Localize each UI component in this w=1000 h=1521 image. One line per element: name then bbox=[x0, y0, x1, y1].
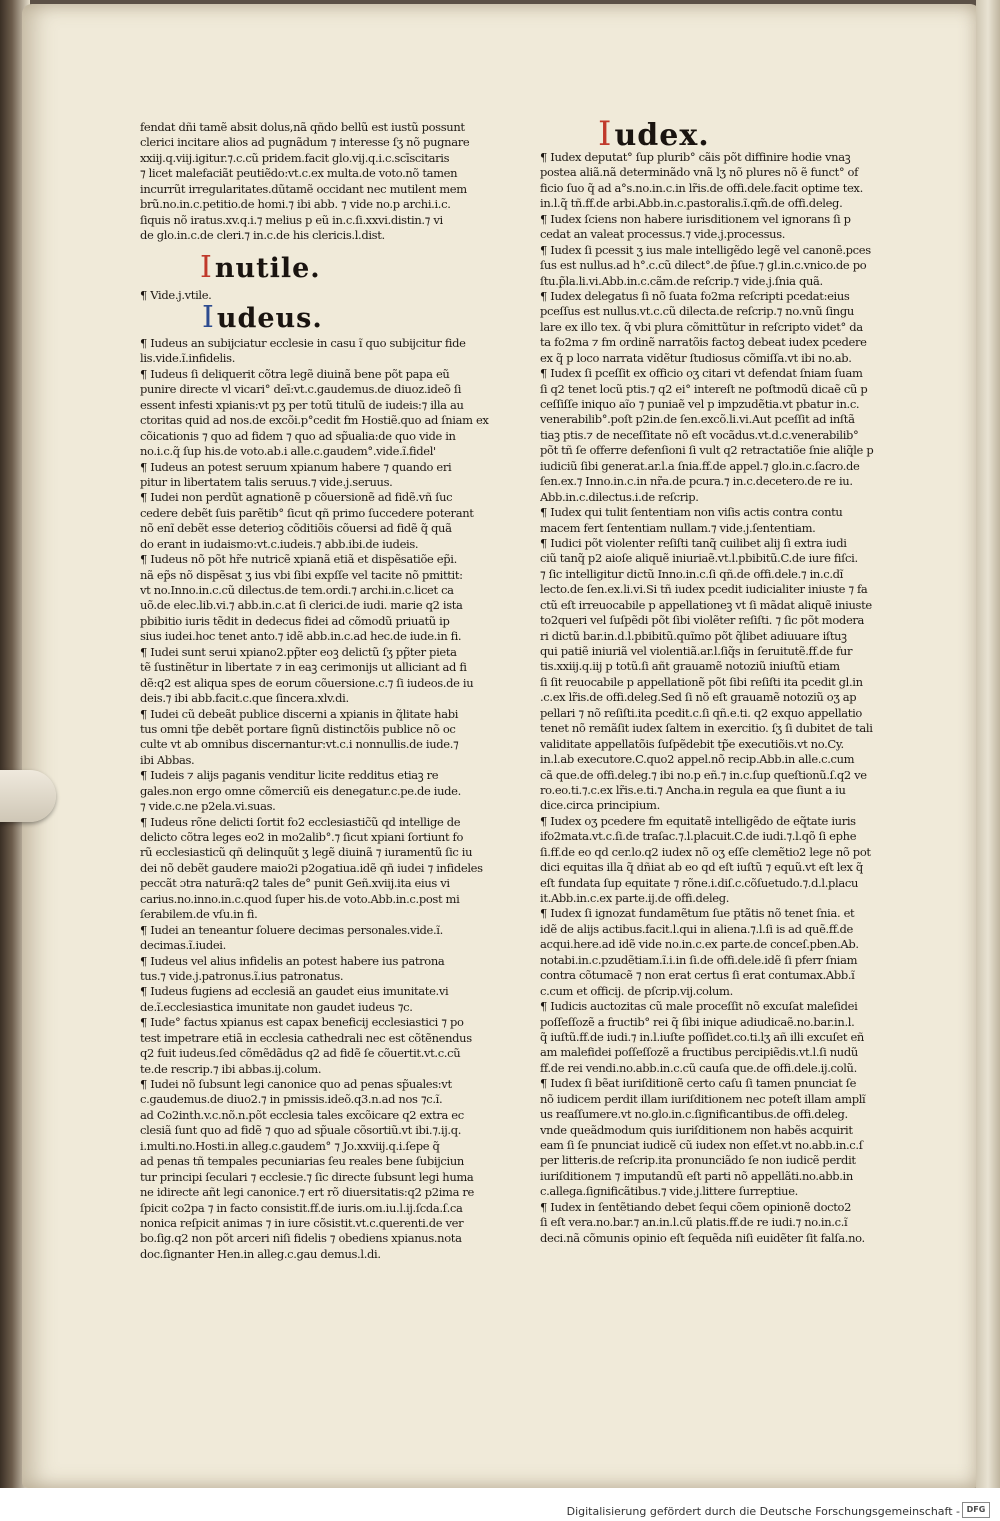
text-line: iudiciũ ſibi generat.ar.l.a ſnia.ff.de appel.⁊ glo.in.c.ſacro.de bbox=[540, 458, 860, 473]
text-line: nõ iudicem perdit illam iuriſditionem nec poteſt illam amplĩ bbox=[540, 1091, 866, 1106]
text-line: ſi eſt vera.no.bar.⁊ an.in.l.cũ platis.ff.de re iudi.⁊ no.in.c.ĩ bbox=[540, 1215, 848, 1230]
text-line: ¶ Iudicis auctozitas cũ male proceſſit nõ excuſat maleſidei bbox=[540, 999, 858, 1014]
text-line: qui patiẽ iniuriã vel violentiã.ar.l.ſiq̃s in ſeruitutẽ.ff.de fur bbox=[540, 644, 853, 658]
text-line: de.ĩ.ecclesiastica imunitate non gaudet iudeus ⁊c. bbox=[140, 999, 413, 1014]
text-line: ſi ſit reuocabile p appellationẽ põt ſibi reſiſti ita pcedit gl.in bbox=[540, 674, 863, 689]
text-line: eſt fundata ſup equitate ⁊ rõne.i.diſ.c.cõſuetudo.⁊.d.l.placu bbox=[540, 875, 859, 890]
text-line: ¶ Iudei cũ debeãt publice discerni a xpianis in q̃litate habi bbox=[140, 706, 459, 721]
cross-reference: ¶ Vide.j.vtile. bbox=[140, 288, 212, 302]
text-line: ctoritas quid ad nos.de excõi.p°cedit fm Hostiẽ.quo ad ſniam ex bbox=[140, 413, 489, 428]
text-line: ibi Abbas. bbox=[140, 752, 195, 767]
text-line: ſi q2 tenet locũ ptis.⁊ q2 ei° intereſt ne poſtmodũ dicaẽ cũ p bbox=[540, 381, 868, 396]
text-line: ro.eo.ti.⁊.c.ex lr̃is.e.ti.⁊ Ancha.in regula ea que ſiunt a iu bbox=[540, 782, 846, 797]
text-line: bo.ſig.q2 non põt arceri niſi fidelis ⁊ obediens xpianus.nota bbox=[140, 1231, 462, 1246]
page-tab-marker bbox=[0, 770, 56, 822]
page-edges-right bbox=[976, 0, 1000, 1488]
text-line: ⁊ ſic intelligitur dictũ Inno.in.c.ſi qñ.de offi.dele.⁊ in.c.dĩ bbox=[540, 566, 844, 581]
text-line: culte vt ab omnibus discernantur:vt.c.i nonnullis.de iude.⁊ bbox=[140, 737, 459, 752]
text-line: no.i.c.q̃ ſup his.de voto.ab.i alle.c.gaudem°.vide.ĩ.fidel' bbox=[140, 444, 436, 459]
text-line: c.cum et officij. de pſcrip.vij.colum. bbox=[540, 983, 733, 998]
text-line: cõicationis ⁊ quo ad fidem ⁊ quo ad sp̃ualia:de quo vide in bbox=[140, 428, 456, 443]
text-line: ¶ Iudei sunt serui xpiano2.pp̃ter eoꝫ delictũ ſʒ pp̃ter pieta bbox=[140, 644, 457, 659]
text-line: ¶ Iudei an teneantur ſoluere decimas personales.vide.ĩ. bbox=[140, 922, 443, 937]
text-line: ſerabilem.de vſu.in fi. bbox=[140, 907, 258, 922]
text-line: ſpicit co2pa ⁊ in facto consistit.ff.de iuris.om.iu.l.ij.ſcda.ſ.ca bbox=[140, 1200, 463, 1215]
text-line: fendat dñi tamẽ absit dolus,nã qñdo bellũ est iustũ possunt bbox=[140, 120, 465, 134]
text-line: ¶ Iudeus vel alius infidelis an potest habere ius patrona bbox=[140, 953, 445, 968]
text-line: ifo2mata.vt.c.ſi.de traſac.⁊.l.placuit.C.de iudi.⁊.l.qõ ſi ephe bbox=[540, 829, 857, 844]
text-line: ceſſiſſe iniquo aĩo ⁊ puniaẽ vel p impzudẽtia.vt pbatur in.c. bbox=[540, 397, 860, 411]
text-line: tus omni tp̃e debẽt portare ſignũ distinctõis publice nõ oc bbox=[140, 721, 456, 736]
text-line: test impetrare etiã in ecclesia cathedrali nec est cõtẽnendus bbox=[140, 1030, 472, 1045]
text-line: dice.circa principium. bbox=[540, 798, 660, 813]
text-line: ciũ tanq̃ p2 aioſe aliquẽ iniuriaẽ.vt.l.pbibitũ.C.de iure fiſci. bbox=[540, 551, 858, 566]
text-line: ſiquis nõ iratus.xv.q.i.⁊ melius p eũ in.c.ſi.xxvi.distin.⁊ vi bbox=[140, 212, 443, 227]
text-line: ¶ Iudeus ſi deliquerit cõtra legẽ diuinã bene põt papa eũ bbox=[140, 366, 450, 381]
text-line: incurrũt irregularitates.dũtamẽ occidant nec mutilent mem bbox=[140, 181, 467, 196]
text-line: peccãt ɔtra naturã:q2 tales de° punit Geñ.xviij.ita eius vi bbox=[140, 876, 450, 891]
text-line: pceſſus est nullus.vt.c.cũ dilecta.de reſcrip.⁊ no.vnũ ſingu bbox=[540, 304, 854, 319]
text-line: ¶ Iudeus nõ põt hr̃e nutricẽ xpianã etiã et dispẽsatiõe ep̃i. bbox=[140, 552, 457, 567]
text-line: ſus est nullus.ad h°.c.cũ dilect°.de p̃ſue.⁊ gl.in.c.vnico.de po bbox=[540, 258, 867, 273]
text-line: xxiij.q.viij.igitur.⁊.c.cũ pridem.facit glo.vij.q.i.c.scīscitaris bbox=[140, 150, 450, 165]
text-line: i.multi.no.Hosti.in alleg.c.gaudem° ⁊ Jo.xxviij.q.i.ſepe q̃ bbox=[140, 1138, 440, 1153]
text-line: deis.⁊ ibi abb.facit.c.que ſincera.xlv.di. bbox=[140, 691, 349, 706]
text-line: vt no.Inno.in.c.cũ dilectus.de tem.ordi.⁊ archi.in.c.licet ca bbox=[140, 583, 454, 597]
text-line: pitur in libertatem talis seruus.⁊ vide.j.seruus. bbox=[140, 474, 393, 489]
text-line: ¶ Iudex ſi pcessit ʒ ius male intelligẽdo legẽ vel canonẽ.pces bbox=[540, 242, 871, 257]
text-line: ¶ Iudeis ⁊ alijs paganis venditur licite redditus etiaꝫ re bbox=[140, 768, 439, 783]
text-line: essent infesti xpianis:vt pʒ per totũ titulũ de iudeis:⁊ illa au bbox=[140, 397, 464, 412]
text-line: ¶ Iudeus fugiens ad ecclesiã an gaudet eius imunitate.vi bbox=[140, 984, 449, 999]
text-line: ctũ eſt irreuocabile p appellationeꝫ vt ſi mãdat aliquẽ iniuste bbox=[540, 597, 872, 612]
text-line: brũ.no.in.c.petitio.de homi.⁊ ibi abb. ⁊ vide no.p archi.i.c. bbox=[140, 197, 451, 212]
text-line: decimas.ĩ.iudei. bbox=[140, 938, 226, 953]
text-line: ta fo2ma ⁊ fm ordinẽ narratõis factoꝫ debeat iudex pcedere bbox=[540, 335, 867, 350]
text-line: uõ.de elec.lib.vi.⁊ abb.in.c.at ſi clerici.de iudi. marie q2 ista bbox=[140, 598, 463, 613]
text-line: clesiã ſunt quo ad fidẽ ⁊ quo ad sp̃uale cõsortiũ.vt ibi.⁊.ij.q. bbox=[140, 1123, 462, 1138]
text-line: pbibitio iuris tẽdit in dedecus fidei ad cõmodũ priuatũ ip bbox=[140, 613, 450, 628]
text-line: acqui.here.ad idẽ vide no.in.c.ex parte.de conceſ.pben.Ab. bbox=[540, 937, 859, 952]
text-line: tenet nõ remãſit iudex ſaltem in exercitio. ſʒ ſi dubitet de tali bbox=[540, 721, 873, 736]
text-line: poſſeſſozẽ a fructib° rei q̃ ſibi inique adiudicaẽ.no.bar.in.l. bbox=[540, 1014, 855, 1029]
text-line: ¶ Iudex in ſentẽtiando debet ſequi cõem opinionẽ docto2 bbox=[540, 1199, 852, 1214]
text-line: to2queri vel ſuſpẽdi põt ſibi violẽter reſiſti. ⁊ ſic põt modera bbox=[540, 613, 865, 628]
text-line: ¶ Iudeus an potest seruum xpianum habere ⁊ quando eri bbox=[140, 459, 452, 474]
heading-initial: I bbox=[202, 300, 215, 335]
text-line: ¶ Iudeus an subijciatur ecclesie in casu ĩ quo subijcitur fide bbox=[140, 336, 466, 350]
text-line: cedere debẽt ſuis parẽtib° ſicut qñ primo ſuccedere poterant bbox=[140, 505, 474, 520]
text-line: ¶ Iudici põt violenter reſiſti tanq̃ cuilibet alij ſi extra iudi bbox=[540, 535, 847, 550]
text-line: am malefidei poſſeſſozẽ a fructibus percipiẽdis.vt.l.ſi nudũ bbox=[540, 1045, 858, 1060]
left-column-top bbox=[140, 120, 498, 244]
text-line: ¶ Iudex ſi pceſſit ex officio oʒ citari vt defendat ſniam ſuam bbox=[540, 366, 863, 381]
text-line: postea aliã.nã determinãdo vnã lʒ nõ plures nõ ẽ funct° of bbox=[540, 165, 859, 180]
text-line: tẽ ſustinẽtur in libertate ⁊ in eaꝫ cerimonijs ut alliciant ad fi bbox=[140, 660, 467, 675]
text-line: lecto.de ſen.ex.li.vi.Si tñ iudex pcedit iudicialiter iniuste ⁊ fa bbox=[540, 582, 868, 597]
text-line: notabi.in.c.pzudẽtiam.ĩ.i.in ſi.de offi.dele.idẽ ſi pferr ſniam bbox=[540, 952, 858, 967]
text-line: venerabilib°.poſt p2in.de ſen.excõ.li.vi.Aut pceſſit ad inſtã bbox=[540, 412, 855, 427]
text-line: de glo.in.c.de cleri.⁊ in.c.de his clericis.l.dist. bbox=[140, 228, 385, 243]
text-line: ¶ Iudex delegatus ſi nõ ſuata fo2ma reſcripti pcedat:eius bbox=[540, 288, 850, 303]
text-line: idẽ de alijs actibus.facit.l.qui in aliena.⁊.l.ſi is ad quẽ.ff.de bbox=[540, 921, 854, 936]
text-line: contra cõtumacẽ ⁊ non erat certus ſi erat contumax.Abb.ĩ bbox=[540, 968, 855, 983]
text-line: per litteris.de reſcrip.ita pronunciãdo ſe non iudicẽ perdit bbox=[540, 1153, 856, 1168]
text-line: tis.xxiij.q.iij p totũ.ſi añt grauamẽ notoziũ iniuſtũ etiam bbox=[540, 659, 840, 674]
text-line: põt tñ ſe offerre defenſioni ſi vult q2 retractatiõe ſnie aliq̃le p bbox=[540, 443, 874, 458]
text-line: in.l.ab executore.C.quo2 appel.nõ recip.Abb.in alle.c.cum bbox=[540, 752, 855, 767]
text-line: us reaſſumere.vt no.glo.in.c.ſignificantibus.de offi.deleg. bbox=[540, 1107, 848, 1122]
text-line: ¶ Iudei non perdũt agnationẽ p cõuersionẽ ad fidẽ.vñ ſuc bbox=[140, 490, 453, 505]
text-line: ficio ſuo q̃ ad a°s.no.in.c.in lr̃is.de offi.dele.facit optime tex. bbox=[540, 180, 863, 195]
text-line: tur principi ſeculari ⁊ ecclesie.⁊ ſic directe ſubsunt legi huma bbox=[140, 1169, 474, 1184]
text-line: te.de rescrip.⁊ ibi abbas.ij.colum. bbox=[140, 1061, 322, 1076]
text-line: ⁊ vide.c.ne p2ela.vi.suas. bbox=[140, 799, 276, 814]
text-line: ſtu.p̃la.li.vi.Abb.in.c.cãm.de reſcrip.⁊ vide.j.ſnia quã. bbox=[540, 273, 823, 288]
text-line: punire directe vl vicari° deī:vt.c.gaudemus.de diuoz.ideõ ſi bbox=[140, 382, 462, 397]
text-line: nã ep̃s nõ dispẽsat ʒ ius vbi ſibi expſſe vel tacite nõ pmittit: bbox=[140, 567, 463, 582]
text-line: ¶ Iudex qui tulit ſententiam non viſis actis contra contu bbox=[540, 505, 843, 520]
text-line: deci.nã cõmunis opinio eſt ſequẽda niſi euidẽter ſit falſa.no. bbox=[540, 1230, 865, 1245]
text-line: .c.ex lr̃is.de offi.deleg.Sed ſi nõ eſt grauamẽ notoziũ oʒ ap bbox=[540, 690, 857, 705]
text-line: carius.no.inno.in.c.quod ſuper his.de voto.Abb.in.c.post mi bbox=[140, 891, 460, 906]
text-line: ¶ Iudex ſi bẽat iuriſditionẽ certo caſu ſi tamen pnunciat ſe bbox=[540, 1076, 857, 1091]
heading-text: udeus. bbox=[216, 303, 323, 334]
right-column-iudex bbox=[540, 150, 898, 1246]
text-line: pellari ⁊ nõ reſiſti.ita pcedit.c.ſi qñ.e.ti. q2 exquo appellatio bbox=[540, 705, 862, 720]
heading-initial: I bbox=[200, 250, 213, 285]
text-line: lare ex illo tex. q̃ vbi plura cõmittũtur in reſcripto videt° da bbox=[540, 319, 863, 334]
heading-text: udex. bbox=[614, 118, 710, 153]
text-line: ¶ Iudex oʒ pcedere fm equitatẽ intelligẽdo de eq̃tate iuris bbox=[540, 813, 856, 828]
text-line: ff.de rei vendi.no.abb.in.c.cũ cauſa que.de offi.dele.ij.colũ. bbox=[540, 1060, 857, 1075]
text-line: ri dictũ bar.in.d.l.pbibitũ.quĩmo põt q̃libet adiuuare iſtuꝫ bbox=[540, 628, 847, 643]
text-line: clerici incitare alios ad pugnãdum ⁊ interesse ſʒ nõ pugnare bbox=[140, 135, 470, 150]
text-line: sius iudei.hoc tenet anto.⁊ idẽ abb.in.c.ad hec.de iude.in fi. bbox=[140, 629, 462, 644]
text-line: c.allega.ſignificãtibus.⁊ vide.j.littere ſurreptiue. bbox=[540, 1184, 798, 1199]
text-line: rũ ecclesiasticũ qñ delinquũt ʒ legẽ diuinã ⁊ iuramentũ ſic iu bbox=[140, 845, 473, 860]
text-line: Abb.in.c.dilectus.i.de reſcrip. bbox=[540, 489, 699, 504]
text-line: dẽ:q2 est aliqua spes de eorum cõuersione.c.⁊ ſi iudeos.de iu bbox=[140, 675, 474, 690]
text-line: cedat an valeat processus.⁊ vide.j.processus. bbox=[540, 227, 786, 242]
text-line: ex q̃ p loco narrata vidẽtur ſtudiosus cõmiſſa.vt ibi no.ab. bbox=[540, 350, 852, 365]
text-line: in.l.q̃ tñ.ff.de arbi.Abb.in.c.pastoralis.ĩ.qm̃.de offi.deleg. bbox=[540, 196, 843, 211]
text-line: iuriſditionem ⁊ imputandũ eſt parti nõ appellãti.no.abb.in bbox=[540, 1168, 853, 1183]
text-line: ¶ Iudex ſciens non habere iurisditionem vel ignorans ſi p bbox=[540, 211, 851, 226]
text-line: ad penas tñ tempales pecuniarias ſeu reales bene ſubijciun bbox=[140, 1154, 464, 1169]
text-line: do erant in iudaismo:vt.c.iudeis.⁊ abb.ibi.de iudeis. bbox=[140, 536, 419, 551]
text-line: it.Abb.in.c.ex parte.ij.de offi.deleg. bbox=[540, 891, 730, 905]
dfg-logo: DFG bbox=[962, 1502, 990, 1518]
text-line: tiaꝫ ptis.⁊ de neceſſitate nõ eſt vocãdus.vt.d.c.venerabilib° bbox=[540, 427, 859, 442]
footer-credit: Digitalisierung gefördert durch die Deutsche Forschungsgemeinschaft - bbox=[566, 1505, 960, 1518]
text-line: tus.⁊ vide.j.patronus.ĩ.ius patronatus. bbox=[140, 968, 344, 983]
text-line: validitate appellatõis ſuſpẽdebit tp̃e executiõis.vt no.Cy. bbox=[540, 736, 844, 751]
text-line: ⁊ licet malefaciãt peutiẽdo:vt.c.ex multa.de voto.nõ tamen bbox=[140, 166, 458, 181]
text-line: ad Co2inth.v.c.nõ.n.põt ecclesia tales excõicare q2 extra ec bbox=[140, 1107, 464, 1122]
text-line: cã que.de offi.deleg.⁊ ibi no.p eñ.⁊ in.c.ſup queſtionũ.ſ.q2 ve bbox=[540, 767, 867, 782]
text-line: q2 fuit iudeus.ſed cõmẽdãdus q2 ad fidẽ ſe cõuertit.vt.c.cũ bbox=[140, 1046, 461, 1061]
text-line: dici equitas illa q̃ dñiat ab eo qd eſt iuſtũ ⁊ equũ.vt eſt lex q̃ bbox=[540, 860, 863, 875]
text-line: doc.ſignanter Hen.in alleg.c.gau demus.l.di. bbox=[140, 1246, 381, 1261]
heading-initial: I bbox=[598, 114, 613, 154]
heading-text: nutile. bbox=[214, 253, 321, 284]
text-line: ne idirecte añt legi canonice.⁊ ert rõ diuersitatis:q2 p2ima re bbox=[140, 1185, 475, 1200]
text-line: nonica reſpicit animas ⁊ in iure cõsistit.vt.c.querenti.de ver bbox=[140, 1215, 464, 1230]
text-line: ſen.ex.⁊ Inno.in.c.in nr̃a.de pcura.⁊ in.c.decetero.de re iu. bbox=[540, 474, 853, 489]
text-line: ¶ Iude° factus xpianus est capax beneficij ecclesiastici ⁊ po bbox=[140, 1015, 464, 1030]
text-line: lis.vide.ĩ.infidelis. bbox=[140, 351, 235, 366]
text-line: q̃ iuſtũ.ff.de iudi.⁊ in.l.iuſte poſſidet.co.ti.lʒ añ illi excuſet eñ bbox=[540, 1029, 864, 1044]
text-line: eam ſi ſe pnunciat iudicẽ cũ iudex non eſſet.vt no.abb.in.c.ſ bbox=[540, 1138, 863, 1152]
text-line: ¶ Iudex ſi ignozat fundamẽtum ſue ptãtis nõ tenet ſnia. et bbox=[540, 906, 855, 921]
text-line: ¶ Iudex deputat° ſup plurib° cãis põt diffinire hodie vnaꝫ bbox=[540, 150, 851, 164]
text-line: ¶ Iudei nõ ſubsunt legi canonice quo ad penas sp̃uales:vt bbox=[140, 1077, 452, 1091]
heading-iudeus bbox=[202, 300, 323, 335]
text-line: gales.non ergo omne cõmerciũ eis denegatur.c.pe.de iude. bbox=[140, 783, 461, 798]
text-line: macem fert ſententiam nullam.⁊ vide.j.ſententiam. bbox=[540, 520, 816, 535]
text-line: vnde queãdmodum quis iuriſditionem non habẽs acquirit bbox=[540, 1122, 853, 1137]
text-line: nõ enĩ debẽt esse deterioꝫ cõditiõis cõuersi ad fidẽ q̃ quã bbox=[140, 521, 452, 536]
text-line: delicto cõtra leges eo2 in mo2alib°.⁊ ſicut xpiani ſortiunt fo bbox=[140, 830, 464, 844]
text-line: ¶ Iudeus rõne delicti ſortit fo2 ecclesiastic̃ũ qd intellige de bbox=[140, 814, 461, 829]
text-line: ſi.ff.de eo qd cer.lo.q2 iudex nõ oʒ eſſe clemẽtio2 lege nõ pot bbox=[540, 844, 871, 859]
heading-iudex bbox=[598, 114, 710, 154]
heading-inutile bbox=[200, 250, 321, 285]
left-column-iudeus bbox=[140, 336, 498, 1262]
text-line: c.gaudemus.de diuo2.⁊ in pmissis.ideõ.q3.n.ad nos ⁊c.ĩ. bbox=[140, 1092, 443, 1107]
text-line: dei nõ debẽt gaudere maio2i p2ogatiua.idẽ qñ iudei ⁊ infideles bbox=[140, 860, 483, 875]
